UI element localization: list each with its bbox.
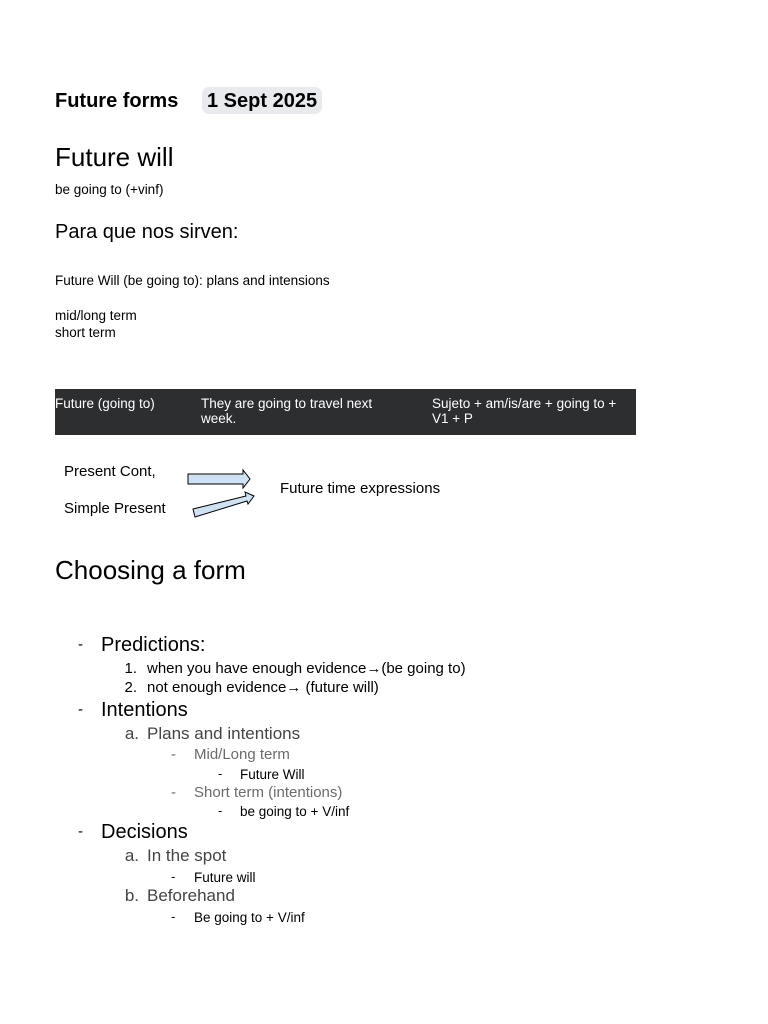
- list-marker: b.: [124, 886, 139, 905]
- diagram-arrows: [180, 464, 265, 524]
- bullet-dash: -: [218, 803, 223, 818]
- heading-future-will: Future will: [55, 142, 174, 172]
- bullet-dash: -: [78, 823, 83, 840]
- list-item-short-term: Short term (intentions): [194, 784, 343, 801]
- future-going-to-table: [55, 389, 636, 435]
- diagram-label-simple-present: Simple Present: [64, 500, 166, 517]
- list-item-plans-intentions: Plans and intentions: [147, 724, 301, 743]
- list-item-prediction-evidence: when you have enough evidence→(be going to): [147, 660, 466, 677]
- list-item-in-the-spot: In the spot: [147, 846, 227, 865]
- list-item-mid-long-term: Mid/Long term: [194, 746, 290, 763]
- list-marker: 2.: [124, 679, 137, 696]
- date-chip[interactable]: 1 Sept 2025: [202, 87, 322, 114]
- bullet-dash: -: [171, 784, 176, 801]
- table-cell-structure: Sujeto + am/is/are + going to + V1 + P: [432, 396, 617, 426]
- text-mid-long-term: mid/long term: [55, 308, 137, 323]
- list-item-prediction-no-evidence: not enough evidence→ (future will): [147, 679, 379, 696]
- list-item-future-will: Future Will: [240, 767, 305, 782]
- list-marker: 1.: [124, 660, 137, 677]
- heading-para-que: Para que nos sirven:: [55, 221, 239, 243]
- document-title: Future forms: [55, 90, 179, 112]
- bullet-dash: -: [171, 869, 176, 884]
- table-cell-example: They are going to travel next week.: [201, 396, 373, 426]
- diagram-label-present-cont: Present Cont,: [64, 463, 156, 480]
- diagram-label-future-time: Future time expressions: [280, 480, 441, 497]
- list-item-be-going-to-beforehand: Be going to + V/inf: [194, 910, 305, 925]
- subline-be-going-to: be going to (+vinf): [55, 182, 164, 197]
- bullet-dash: -: [78, 701, 83, 718]
- list-item-decisions: Decisions: [101, 821, 188, 843]
- table-cell-form: Future (going to): [55, 396, 155, 411]
- arrow-right-icon: [188, 470, 250, 488]
- arrow-up-right-icon: [193, 492, 254, 517]
- list-item-beforehand: Beforehand: [147, 886, 235, 905]
- bullet-dash: -: [218, 766, 223, 781]
- text-future-will-plans: Future Will (be going to): plans and intensions: [55, 273, 330, 288]
- bullet-dash: -: [171, 746, 176, 763]
- list-item-future-will-spot: Future will: [194, 870, 256, 885]
- list-item-intentions: Intentions: [101, 699, 188, 721]
- list-item-be-going-to: be going to + V/inf: [240, 804, 350, 819]
- list-marker: a.: [124, 724, 139, 743]
- bullet-dash: -: [78, 636, 83, 653]
- list-marker: a.: [124, 846, 139, 865]
- text-short-term: short term: [55, 325, 116, 340]
- bullet-dash: -: [171, 909, 176, 924]
- list-item-predictions: Predictions:: [101, 634, 206, 656]
- heading-choosing-form: Choosing a form: [55, 555, 246, 585]
